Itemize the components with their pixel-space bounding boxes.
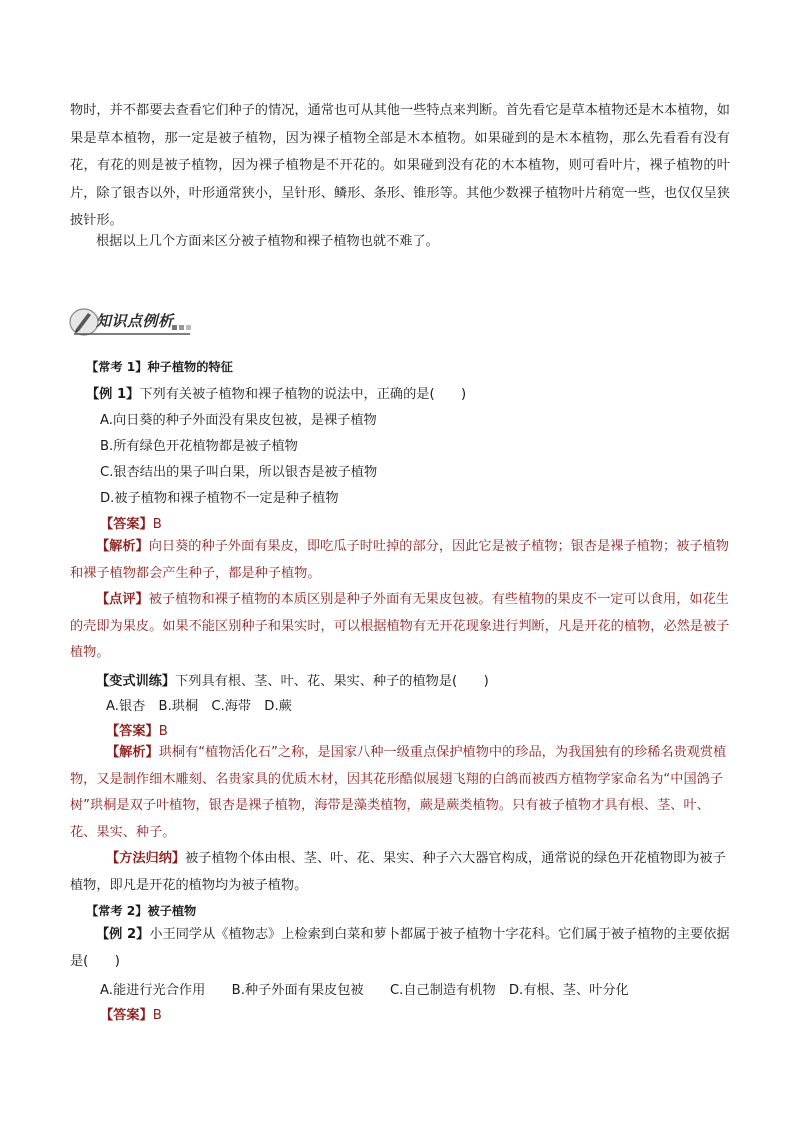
example1-tag: 【例 1】 [86,387,140,402]
example2-question [70,922,730,975]
common1-title: 【常考 1】种子植物的特征 [86,360,233,374]
method-summary [70,846,730,899]
example1-comment [70,587,730,667]
common2-title: 【常考 2】被子植物 [86,904,197,918]
variant-options: A.银杏 B.珙桐 C.海带 D.蕨 [106,699,292,714]
variant-analysis-text: 珙桐有“植物活化石”之称，是国家八种一级重点保护植物中的珍品，为我国独有的珍稀名贵观赏植物，又是制作细木雕刻、名贵家具的优质木材，因其花形酷似展翅飞翔的白鸽而被西方植物学家命名为“中国鸽子树”珙桐是双子叶植物，银杏是裸子植物，海带是藻类植物，蕨是蕨类植物。只有被子植物才具有根、茎、叶、花、果实、种子。 [70,745,727,840]
intro-paragraph-2: 根据以上几个方面来区分被子植物和裸子植物也就不难了。 [96,234,439,249]
section-header-title: 知识点例析 [96,312,174,330]
example1-comment-text: 被子植物和裸子植物的本质区别是种子外面有无果皮包被。有些植物的果皮不一定可以食用，如花生的壳即为果皮。如果不能区别种子和果实时，可以根据植物有无开花现象进行判断，凡是开花的植物，必然是被子植物。 [70,592,730,660]
example1-option-a: A.向日葵的种子外面没有果皮包被，是裸子植物 [100,413,377,428]
method-text: 被子植物个体由根、茎、叶、花、果实、种子六大器官构成，通常说的绿色开花植物即为被子植物，即凡是开花的植物均为被子植物。 [70,851,726,893]
example1-comment-tag: 【点评】 [96,592,149,607]
example2-text: 小王同学从《植物志》上检索到白菜和萝卜都属于被子植物十字花科。它们属于被子植物的主要依据是( ) [70,927,730,969]
example1-option-c: C.银杏结出的果子叫白果，所以银杏是被子植物 [100,465,378,480]
example1-answer-value: B [152,517,162,532]
intro-paragraph-1: 物时，并不都要去查看它们种子的情况，通常也可从其他一些特点来判断。首先看它是草本植物还是木本植物，如果是草本植物，那一定是被子植物，因为裸子植物全部是木本植物。如果碰到的是木本植物，那么先看看有没有花，有花的则是被子植物，因为裸子植物是不开花的。如果碰到没有花的木本植物，则可看叶片，裸子植物的叶片，除了银杏以外，叶形通常狭小，呈针形、鳞形、条形、锥形等。其他少数裸子植物叶片稍宽一些，也仅仅呈狭披针形。 [70,103,730,228]
variant-answer-tag: 【答案】 [106,724,159,739]
example1-answer [100,513,162,532]
variant-answer [106,720,168,739]
example1-option-b: B.所有绿色开花植物都是被子植物 [100,439,298,454]
variant-answer-value: B [158,724,168,739]
variant-question [96,670,489,689]
example1-analysis [70,533,730,587]
example2-answer-value: B [152,1008,162,1023]
variant-text: 下列具有根、茎、叶、花、果实、种子的植物是( ) [175,674,489,689]
example1-analysis-text: 向日葵的种子外面有果皮，即吃瓜子时吐掉的部分，因此它是被子植物；银杏是裸子植物；被子植物和裸子植物都会产生种子，都是种子植物。 [70,539,729,581]
example1-text: 下列有关被子植物和裸子植物的说法中，正确的是( ) [139,387,467,402]
example1-answer-tag: 【答案】 [100,517,153,532]
example2-answer [100,1004,162,1023]
example2-answer-tag: 【答案】 [100,1008,153,1023]
method-tag: 【方法归纳】 [106,851,186,866]
example1-analysis-tag: 【解析】 [96,539,149,554]
example2-options: A.能进行光合作用 B.种子外面有果皮包被 C.自己制造有机物 D.有根、茎、叶分化 [100,983,629,998]
example1-question [86,383,466,402]
variant-analysis-tag: 【解析】 [106,745,159,760]
example1-option-d: D.被子植物和裸子植物不一定是种子植物 [100,491,339,506]
example2-tag: 【例 2】 [96,927,150,942]
variant-analysis [70,740,730,846]
variant-tag: 【变式训练】 [96,674,176,689]
